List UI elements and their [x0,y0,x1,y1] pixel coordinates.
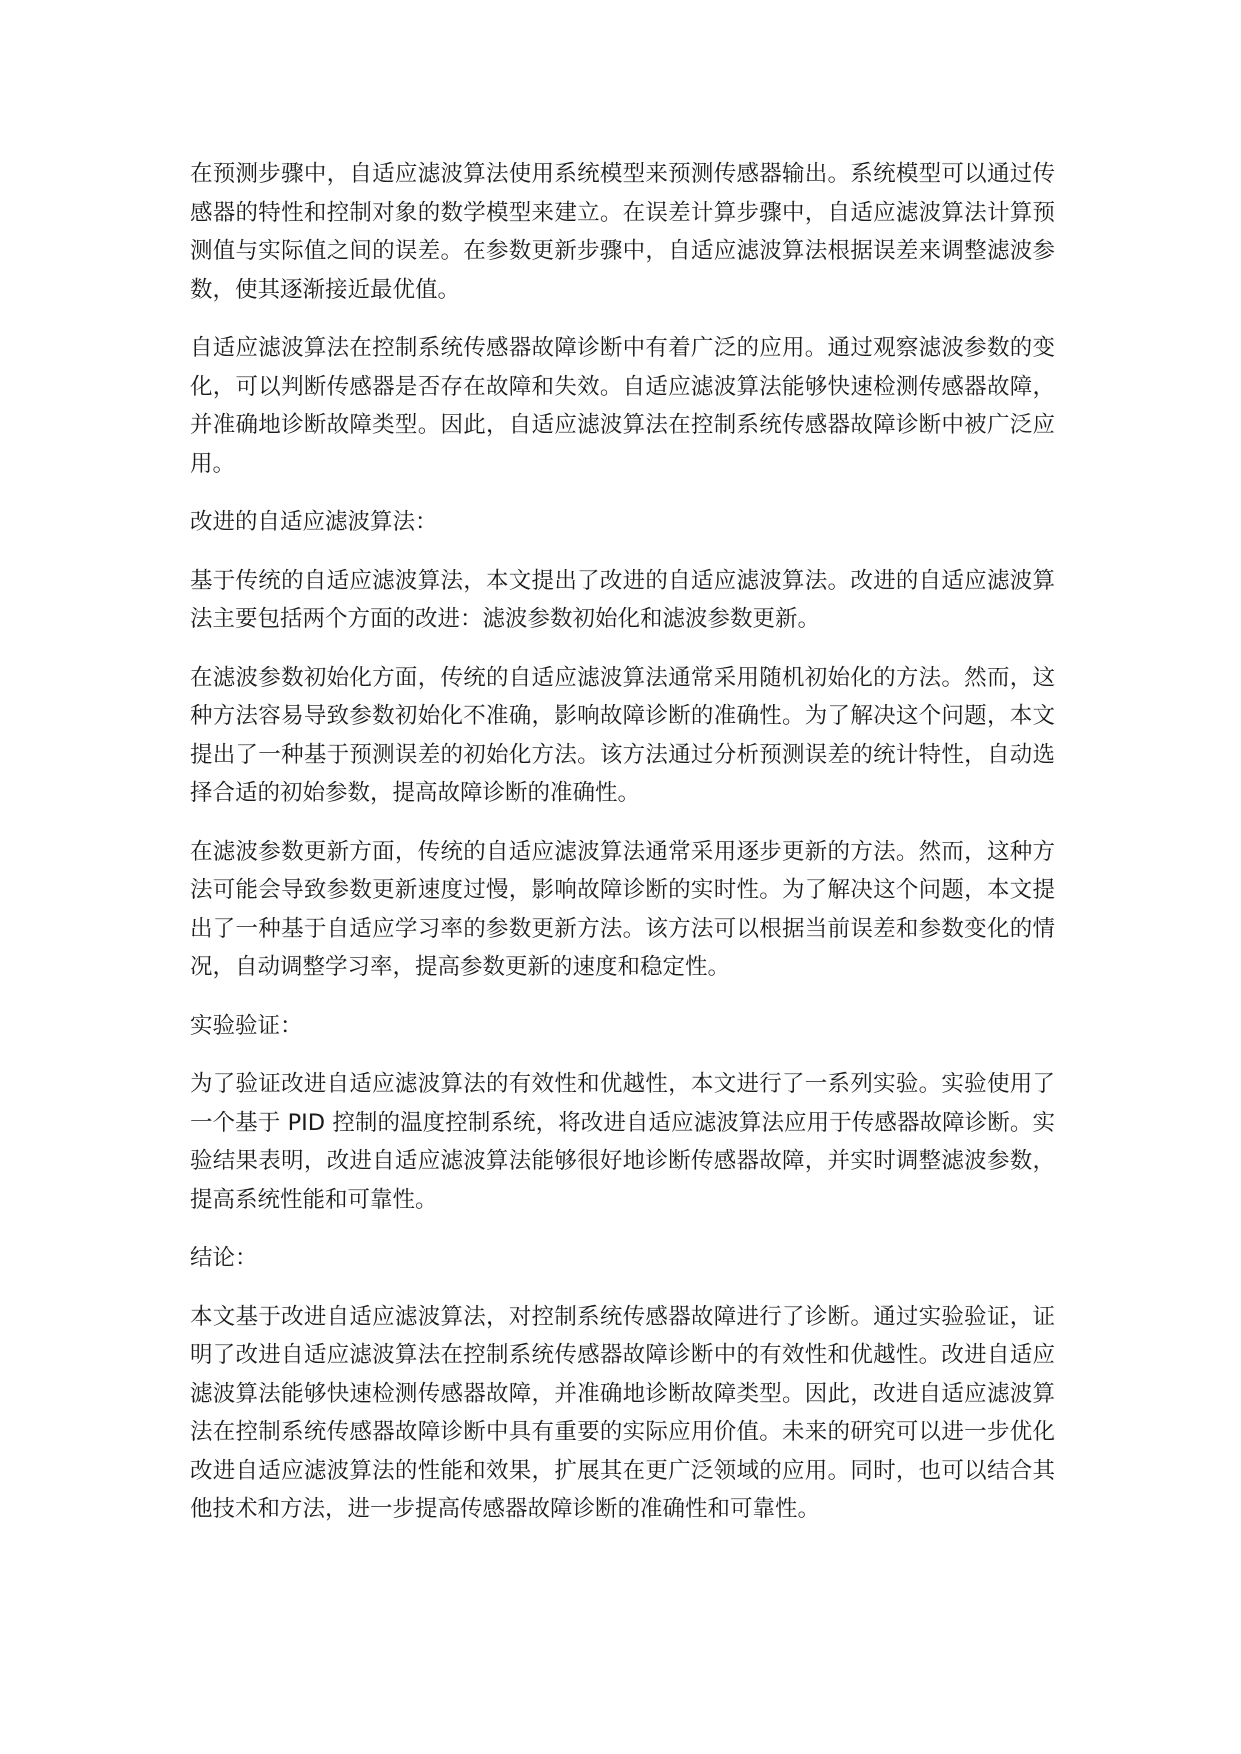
paragraph-parameter-initialization: 在滤波参数初始化方面，传统的自适应滤波算法通常采用随机初始化的方法。然而，这种方法容易导致参数初始化不准确，影响故障诊断的准确性。为了解决这个问题，本文提出了一种基于预测误差的初始化方法。该方法通过分析预测误差的统计特性，自动选择合适的初始参数，提高故障诊断的准确性。 [190,664,1055,806]
section-heading-conclusion: 结论： [190,1245,258,1271]
section-heading-improved-algorithm: 改进的自适应滤波算法： [190,509,438,535]
paragraph-experiment: 为了验证改进自适应滤波算法的有效性和优越性，本文进行了一系列实验。实验使用了一个基于 PID 控制的温度控制系统，将改进自适应滤波算法应用于传感器故障诊断。实验结果表明，改进自适应滤波算法能够很好地诊断传感器故障，并实时调整滤波参数，提高系统性能和可靠性。 [190,1071,1055,1213]
paragraph-parameter-update: 在滤波参数更新方面，传统的自适应滤波算法通常采用逐步更新的方法。然而，这种方法可能会导致参数更新速度过慢，影响故障诊断的实时性。为了解决这个问题，本文提出了一种基于自适应学习率的参数更新方法。该方法可以根据当前误差和参数变化的情况，自动调整学习率，提高参数更新的速度和稳定性。 [190,838,1055,980]
paragraph-conclusion: 本文基于改进自适应滤波算法，对控制系统传感器故障进行了诊断。通过实验验证，证明了改进自适应滤波算法在控制系统传感器故障诊断中的有效性和优越性。改进自适应滤波算法能够快速检测传感器故障，并准确地诊断故障类型。因此，改进自适应滤波算法在控制系统传感器故障诊断中具有重要的实际应用价值。未来的研究可以进一步优化改进自适应滤波算法的性能和效果，扩展其在更广泛领域的应用。同时，也可以结合其他技术和方法，进一步提高传感器故障诊断的准确性和可靠性。 [190,1303,1055,1522]
paragraph-applications: 自适应滤波算法在控制系统传感器故障诊断中有着广泛的应用。通过观察滤波参数的变化，可以判断传感器是否存在故障和失效。自适应滤波算法能够快速检测传感器故障，并准确地诊断故障类型。因此，自适应滤波算法在控制系统传感器故障诊断中被广泛应用。 [190,335,1055,477]
document-page [190,155,1055,1549]
paragraph-improvements-overview: 基于传统的自适应滤波算法，本文提出了改进的自适应滤波算法。改进的自适应滤波算法主要包括两个方面的改进：滤波参数初始化和滤波参数更新。 [190,567,1055,632]
section-heading-experiment: 实验验证： [190,1012,303,1039]
paragraph-prediction-steps: 在预测步骤中，自适应滤波算法使用系统模型来预测传感器输出。系统模型可以通过传感器的特性和控制对象的数学模型来建立。在误差计算步骤中，自适应滤波算法计算预测值与实际值之间的误差。在参数更新步骤中，自适应滤波算法根据误差来调整滤波参数，使其逐渐接近最优值。 [190,161,1055,303]
